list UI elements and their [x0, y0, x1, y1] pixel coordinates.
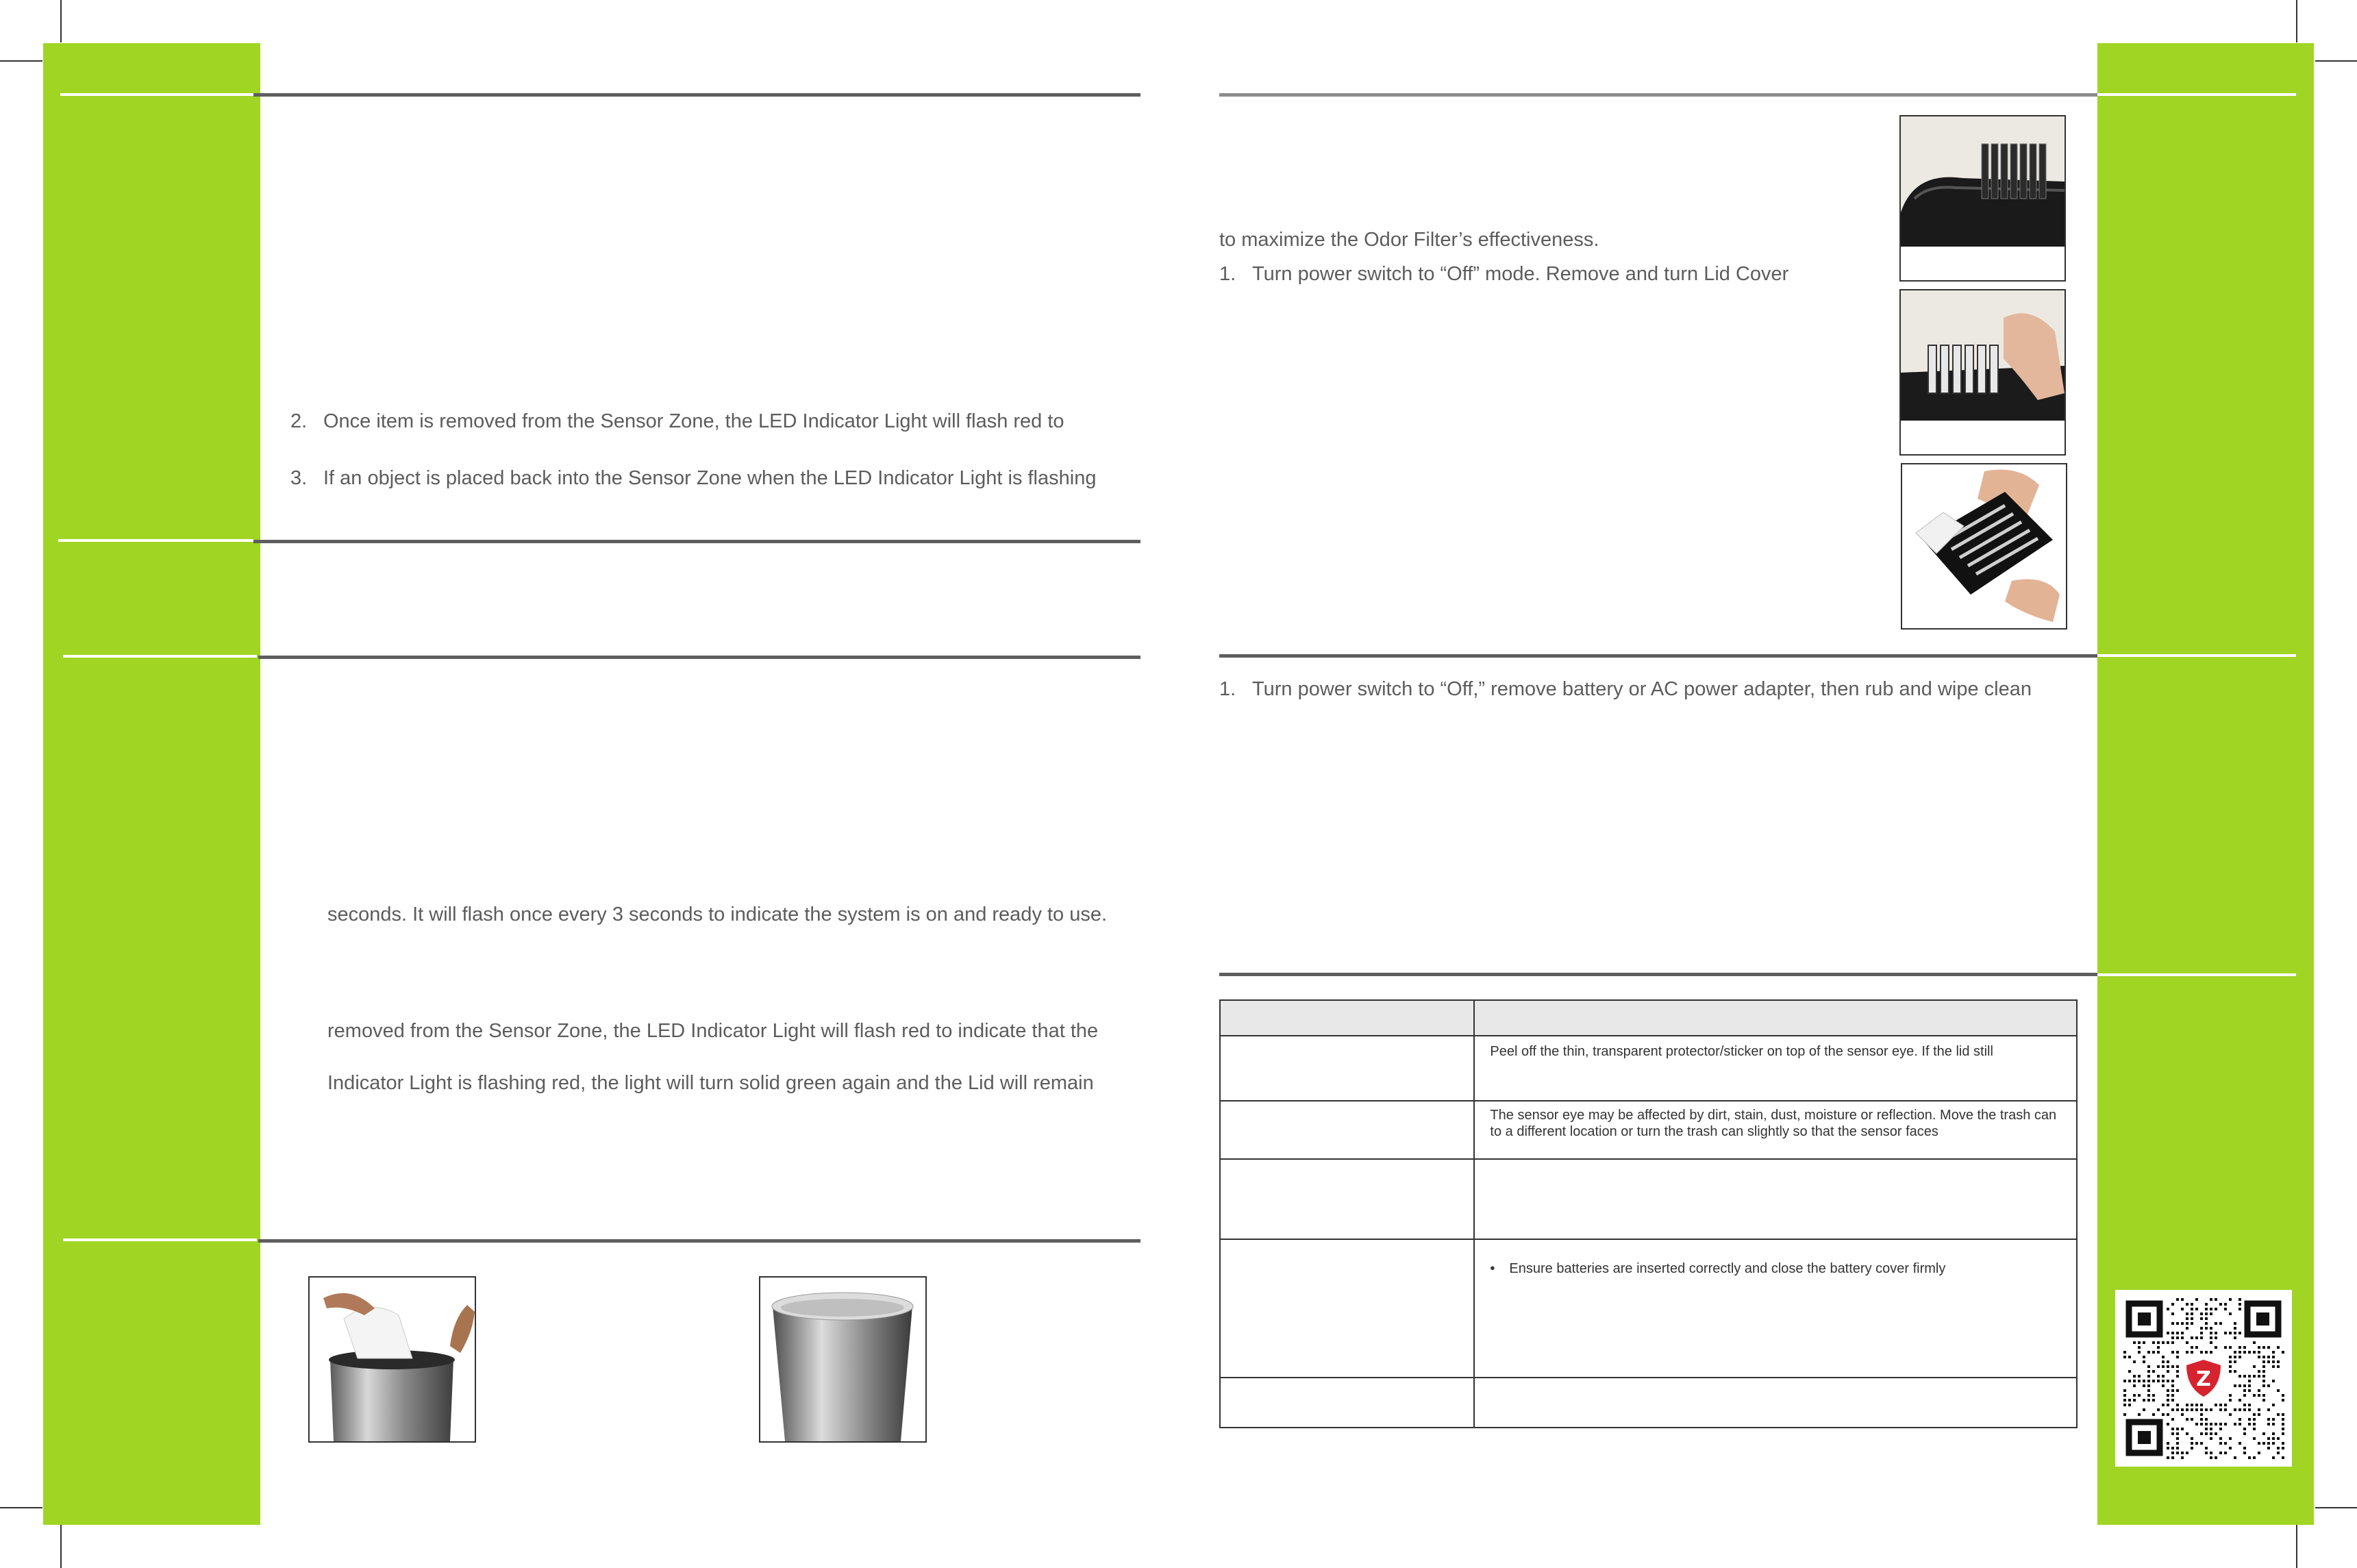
problem-cell [1220, 1239, 1474, 1378]
section-rule [253, 540, 1140, 543]
sidebar-divider [58, 539, 253, 542]
crop-mark [60, 1525, 62, 1568]
solution-cell [1474, 1159, 2077, 1239]
problem-cell [1220, 1378, 1474, 1428]
crop-mark [0, 1507, 42, 1508]
qr-code [2115, 1290, 2292, 1467]
table-row [1220, 1101, 2077, 1159]
step-text: Turn power switch to “Off,” remove battery or AC power adapter, then rub and wipe clean [1252, 678, 2032, 700]
problem-cell [1220, 1101, 1474, 1159]
table-header-cell [1474, 1000, 2077, 1036]
step-number: 3. [290, 467, 308, 489]
sidebar-divider [63, 1239, 257, 1241]
body-line-removed: removed from the Sensor Zone, the LED Indicator Light will flash red to indicate that the [327, 1020, 1099, 1042]
solution-cell [1474, 1036, 2077, 1101]
odor-step-1-line [1219, 262, 1788, 286]
troubleshooting-table [1219, 999, 2078, 1428]
sidebar-divider [2097, 93, 2296, 96]
bullet-point: • [1490, 1261, 1495, 1276]
step-number: 2. [290, 410, 308, 432]
section-rule [258, 1239, 1140, 1243]
sidebar-divider [2097, 973, 2296, 976]
step-number: 1. [1219, 263, 1236, 285]
crop-mark [0, 60, 42, 62]
odor-filter-photo-2 [1899, 289, 2066, 456]
sidebar-divider [63, 655, 257, 658]
step-text: Once item is removed from the Sensor Zone, the LED Indicator Light will flash red to [323, 410, 1064, 432]
crop-mark [60, 0, 62, 42]
step-3-line [290, 466, 1096, 490]
clean-step-1-line [1219, 677, 2032, 701]
crop-mark [2315, 60, 2357, 62]
table-header-cell [1220, 1000, 1474, 1036]
sidebar-divider [2097, 654, 2296, 657]
solution-text [1475, 1378, 2076, 1385]
step-number: 1. [1219, 678, 1236, 700]
table-row [1220, 1239, 2077, 1378]
problem-cell [1220, 1036, 1474, 1101]
solution-text [1475, 1160, 2076, 1167]
solution-cell [1474, 1378, 2077, 1428]
section-rule [258, 656, 1140, 659]
step-text: If an object is placed back into the Sensor Zone when the LED Indicator Light is flashing [323, 467, 1097, 489]
body-line-indicator: Indicator Light is flashing red, the light will turn solid green again and the Lid will remain [327, 1072, 1094, 1094]
solution-cell [1474, 1101, 2077, 1159]
left-green-sidebar [43, 43, 260, 1525]
qr-code-graphic [2115, 1290, 2292, 1467]
section-rule [253, 93, 1140, 97]
solution-text: Ensure batteries are inserted correctly and close the battery cover firmly [1509, 1261, 1946, 1276]
table-row [1220, 1036, 2077, 1101]
sidebar-divider [60, 93, 253, 96]
section-rule [1219, 973, 2097, 976]
solution-text: Peel off the thin, transparent protector/sticker on top of the sensor eye. If the lid still [1490, 1044, 1993, 1059]
badge-letter: Z [2196, 1367, 2211, 1391]
problem-cell [1220, 1159, 1474, 1239]
trash-can-photo [759, 1276, 927, 1443]
odor-filter-photo-1 [1899, 115, 2066, 282]
table-header-row [1220, 1000, 2077, 1036]
odor-intro-line: to maximize the Odor Filter’s effectiveness. [1219, 229, 1599, 251]
section-rule [1219, 654, 2097, 658]
body-line-seconds: seconds. It will flash once every 3 seconds to indicate the system is on and ready to use. [327, 904, 1108, 925]
table-row [1220, 1378, 2077, 1428]
trash-can-bag-photo [308, 1276, 476, 1443]
crop-mark [2315, 1507, 2357, 1508]
solution-cell [1474, 1239, 2077, 1378]
step-text: Turn power switch to “Off” mode. Remove and turn Lid Cover [1252, 263, 1789, 285]
step-2-line [290, 409, 1064, 434]
solution-text: The sensor eye may be affected by dirt, stain, dust, moisture or reflection. Move the trash can to a different location or turn the trash can slightly so that the sensor faces [1490, 1108, 2057, 1139]
odor-filter-photo-3 [1901, 463, 2067, 630]
crop-mark [2296, 1525, 2297, 1568]
crop-mark [2296, 0, 2297, 42]
section-rule [1219, 93, 2097, 97]
solution-bullet-item [1475, 1240, 2076, 1277]
table-row [1220, 1159, 2077, 1239]
